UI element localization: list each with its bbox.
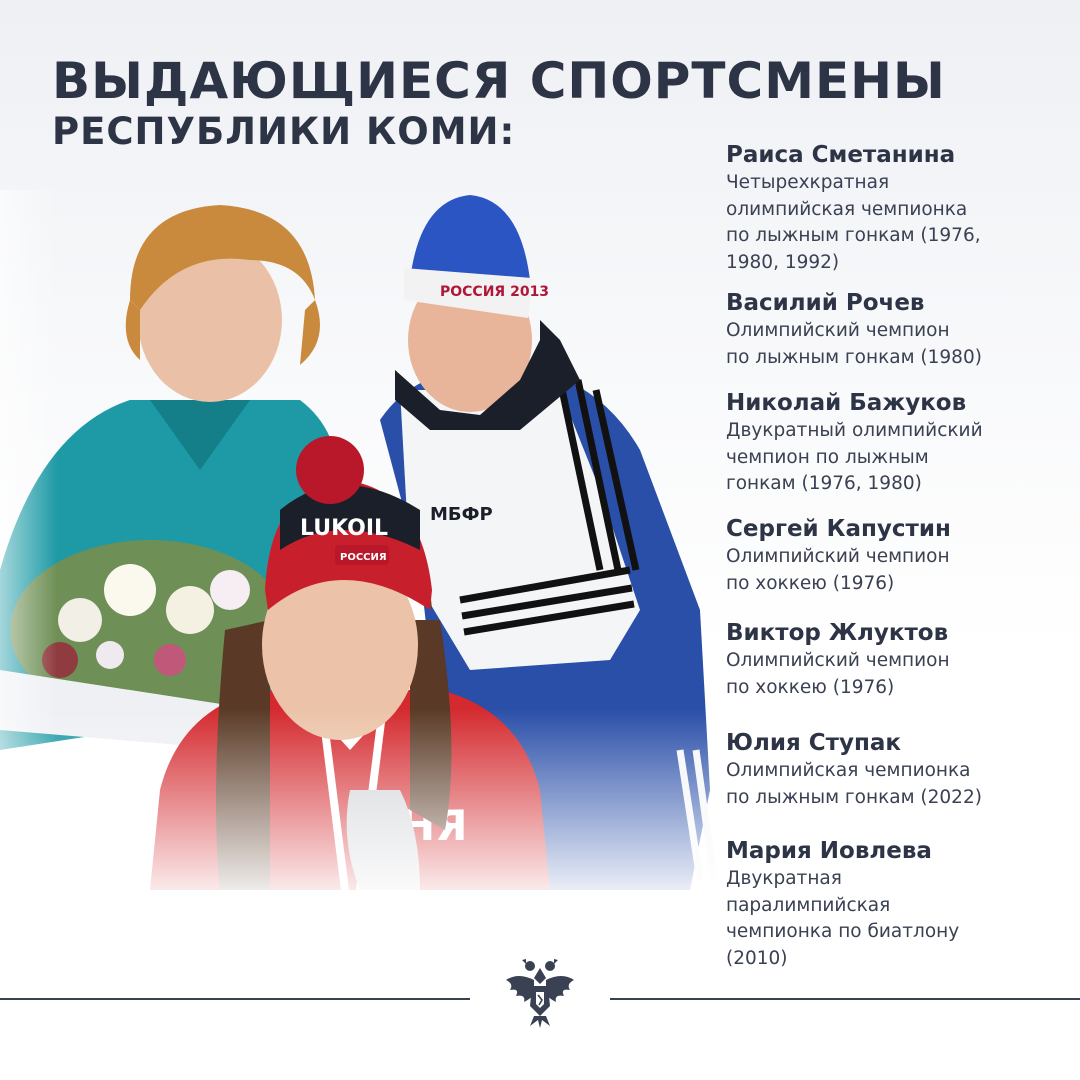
athlete-item	[726, 514, 1056, 597]
athlete-name: Василий Рочев	[726, 290, 925, 316]
athlete-name: Раиса Сметанина	[726, 142, 956, 168]
athlete-item	[726, 388, 1056, 498]
athlete-description: Олимпийский чемпион по хоккею (1976)	[726, 546, 950, 594]
athlete-name: Сергей Капустин	[726, 516, 951, 542]
athlete-item	[726, 728, 1056, 811]
page-title: ВЫДАЮЩИЕСЯ СПОРТСМЕНЫ	[52, 52, 946, 110]
athlete-item	[726, 288, 1056, 371]
athlete-name: Виктор Жлуктов	[726, 620, 949, 646]
athlete-description: Двукратный олимпийский чемпион по лыжным гонкам (1976, 1980)	[726, 420, 983, 494]
athlete-name: Николай Бажуков	[726, 390, 967, 416]
footer-divider-left	[0, 998, 470, 1000]
double-headed-eagle-icon	[500, 950, 580, 1030]
athlete-description: Двукратная паралимпийская чемпионка по биатлону (2010)	[726, 868, 960, 969]
athlete-item	[726, 140, 1056, 276]
athlete-name: Мария Иовлева	[726, 838, 932, 864]
athlete-description: Олимпийский чемпион по лыжным гонкам (1980)	[726, 320, 982, 368]
athlete-name: Юлия Ступак	[726, 730, 901, 756]
footer-divider-right	[610, 998, 1080, 1000]
athlete-description: Четырехкратная олимпийская чемпионка по лыжным гонкам (1976, 1980, 1992)	[726, 172, 981, 273]
athlete-item	[726, 836, 1056, 972]
page-subtitle: РЕСПУБЛИКИ КОМИ:	[52, 110, 516, 153]
athletes-photo	[0, 190, 720, 910]
athlete-item	[726, 618, 1056, 701]
athlete-description: Олимпийская чемпионка по лыжным гонкам (2022)	[726, 760, 982, 808]
athlete-description: Олимпийский чемпион по хоккею (1976)	[726, 650, 950, 698]
